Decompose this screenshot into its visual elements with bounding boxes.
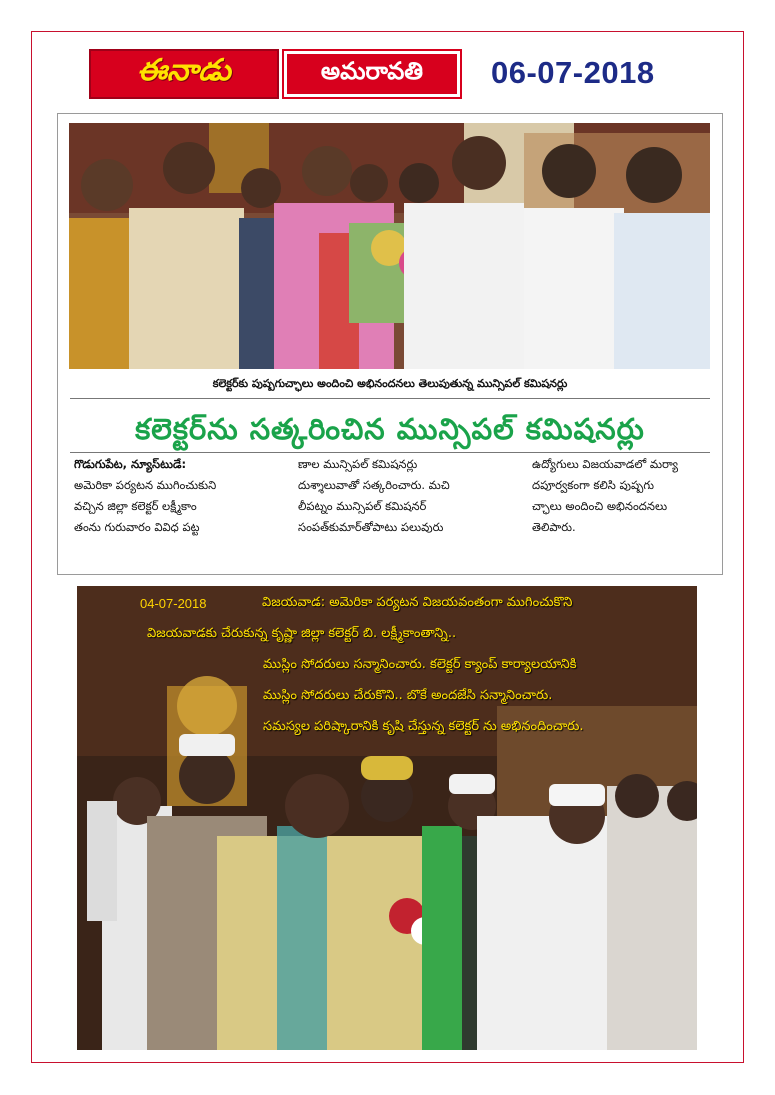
article-text-line: తంను గురువారం వివిధ పట్ట bbox=[74, 520, 200, 534]
article-column-1 bbox=[74, 454, 259, 538]
article-text-line: దపూర్వకంగా కలిసి పుష్పగు bbox=[532, 478, 655, 492]
article-text-line: దుశ్శాలువాతో సత్కరించారు. మచి bbox=[298, 478, 450, 492]
article-photo bbox=[69, 123, 710, 369]
article-headline: కలెక్టర్‌ను సత్కరించిన మున్సిపల్ కమిషనర్లు bbox=[135, 412, 645, 446]
caption-divider bbox=[70, 398, 710, 399]
article-body bbox=[74, 454, 714, 564]
photo-caption-line: ముస్లిం సోదరులు చేరుకొని.. బొకే అందజేసి సన్మానించారు. bbox=[263, 688, 553, 703]
article-column-2 bbox=[298, 454, 483, 538]
publication-date: 06-07-2018 bbox=[491, 55, 655, 90]
article-text-line: చ్ఛాలు అందించి అభినందనలు bbox=[532, 499, 668, 513]
event-photo bbox=[77, 586, 697, 1050]
article-text-line: అమెరికా పర్యటన ముగించుకుని bbox=[74, 478, 217, 492]
article-text-line: ఉద్యోగులు విజయవాడలో మర్యా bbox=[532, 457, 679, 471]
event-photo-image bbox=[77, 586, 697, 1050]
edition-badge bbox=[282, 49, 462, 99]
logo-text: ఈనాడు bbox=[137, 53, 231, 88]
photo-caption: కలెక్టర్‌కు పుష్పగుచ్ఛాలు అందించి అభినందనలు తెలుపుతున్న మున్సిపల్ కమిషనర్లు bbox=[212, 377, 568, 390]
photo-caption-line: విజయవాడ: అమెరికా పర్యటన విజయవంతంగా ముగించుకొని bbox=[262, 595, 573, 610]
article-text-line: తెలిపారు. bbox=[532, 520, 576, 534]
photo-caption-line: ముస్లిం సోదరులు సన్మానించారు. కలెక్టర్ క్యాంప్ కార్యాలయానికి bbox=[263, 657, 577, 672]
edition-name: అమరావతి bbox=[320, 57, 424, 85]
article-dateline: గొడుగుపేట, న్యూస్‌టుడే: bbox=[74, 457, 187, 471]
article-text-line: వచ్చిన జిల్లా కలెక్టర్ లక్ష్మీకాం bbox=[74, 499, 197, 513]
article-text-line: ణాల మున్సిపల్ కమిషనర్లు bbox=[298, 457, 418, 471]
news-article bbox=[57, 113, 723, 575]
headline-divider bbox=[70, 452, 710, 453]
photo-caption-line: సమస్యల పరిష్కారానికి కృషి చేస్తున్న కలెక్టర్ ను అభినందించారు. bbox=[263, 719, 584, 734]
article-column-3 bbox=[532, 454, 717, 538]
article-text-line: సంపత్‌కుమార్‌తోపాటు పలువురు bbox=[298, 520, 444, 534]
article-photo-image bbox=[69, 123, 710, 369]
photo-date: 04-07-2018 bbox=[140, 596, 207, 611]
newspaper-logo bbox=[89, 49, 279, 99]
photo-caption-line: విజయవాడకు చేరుకున్న కృష్ణా జిల్లా కలెక్టర్ బి. లక్ష్మీకాంతాన్ని.. bbox=[147, 626, 457, 641]
article-text-line: లీపట్నం మున్సిపల్ కమిషనర్ bbox=[298, 499, 427, 513]
masthead bbox=[89, 49, 689, 101]
